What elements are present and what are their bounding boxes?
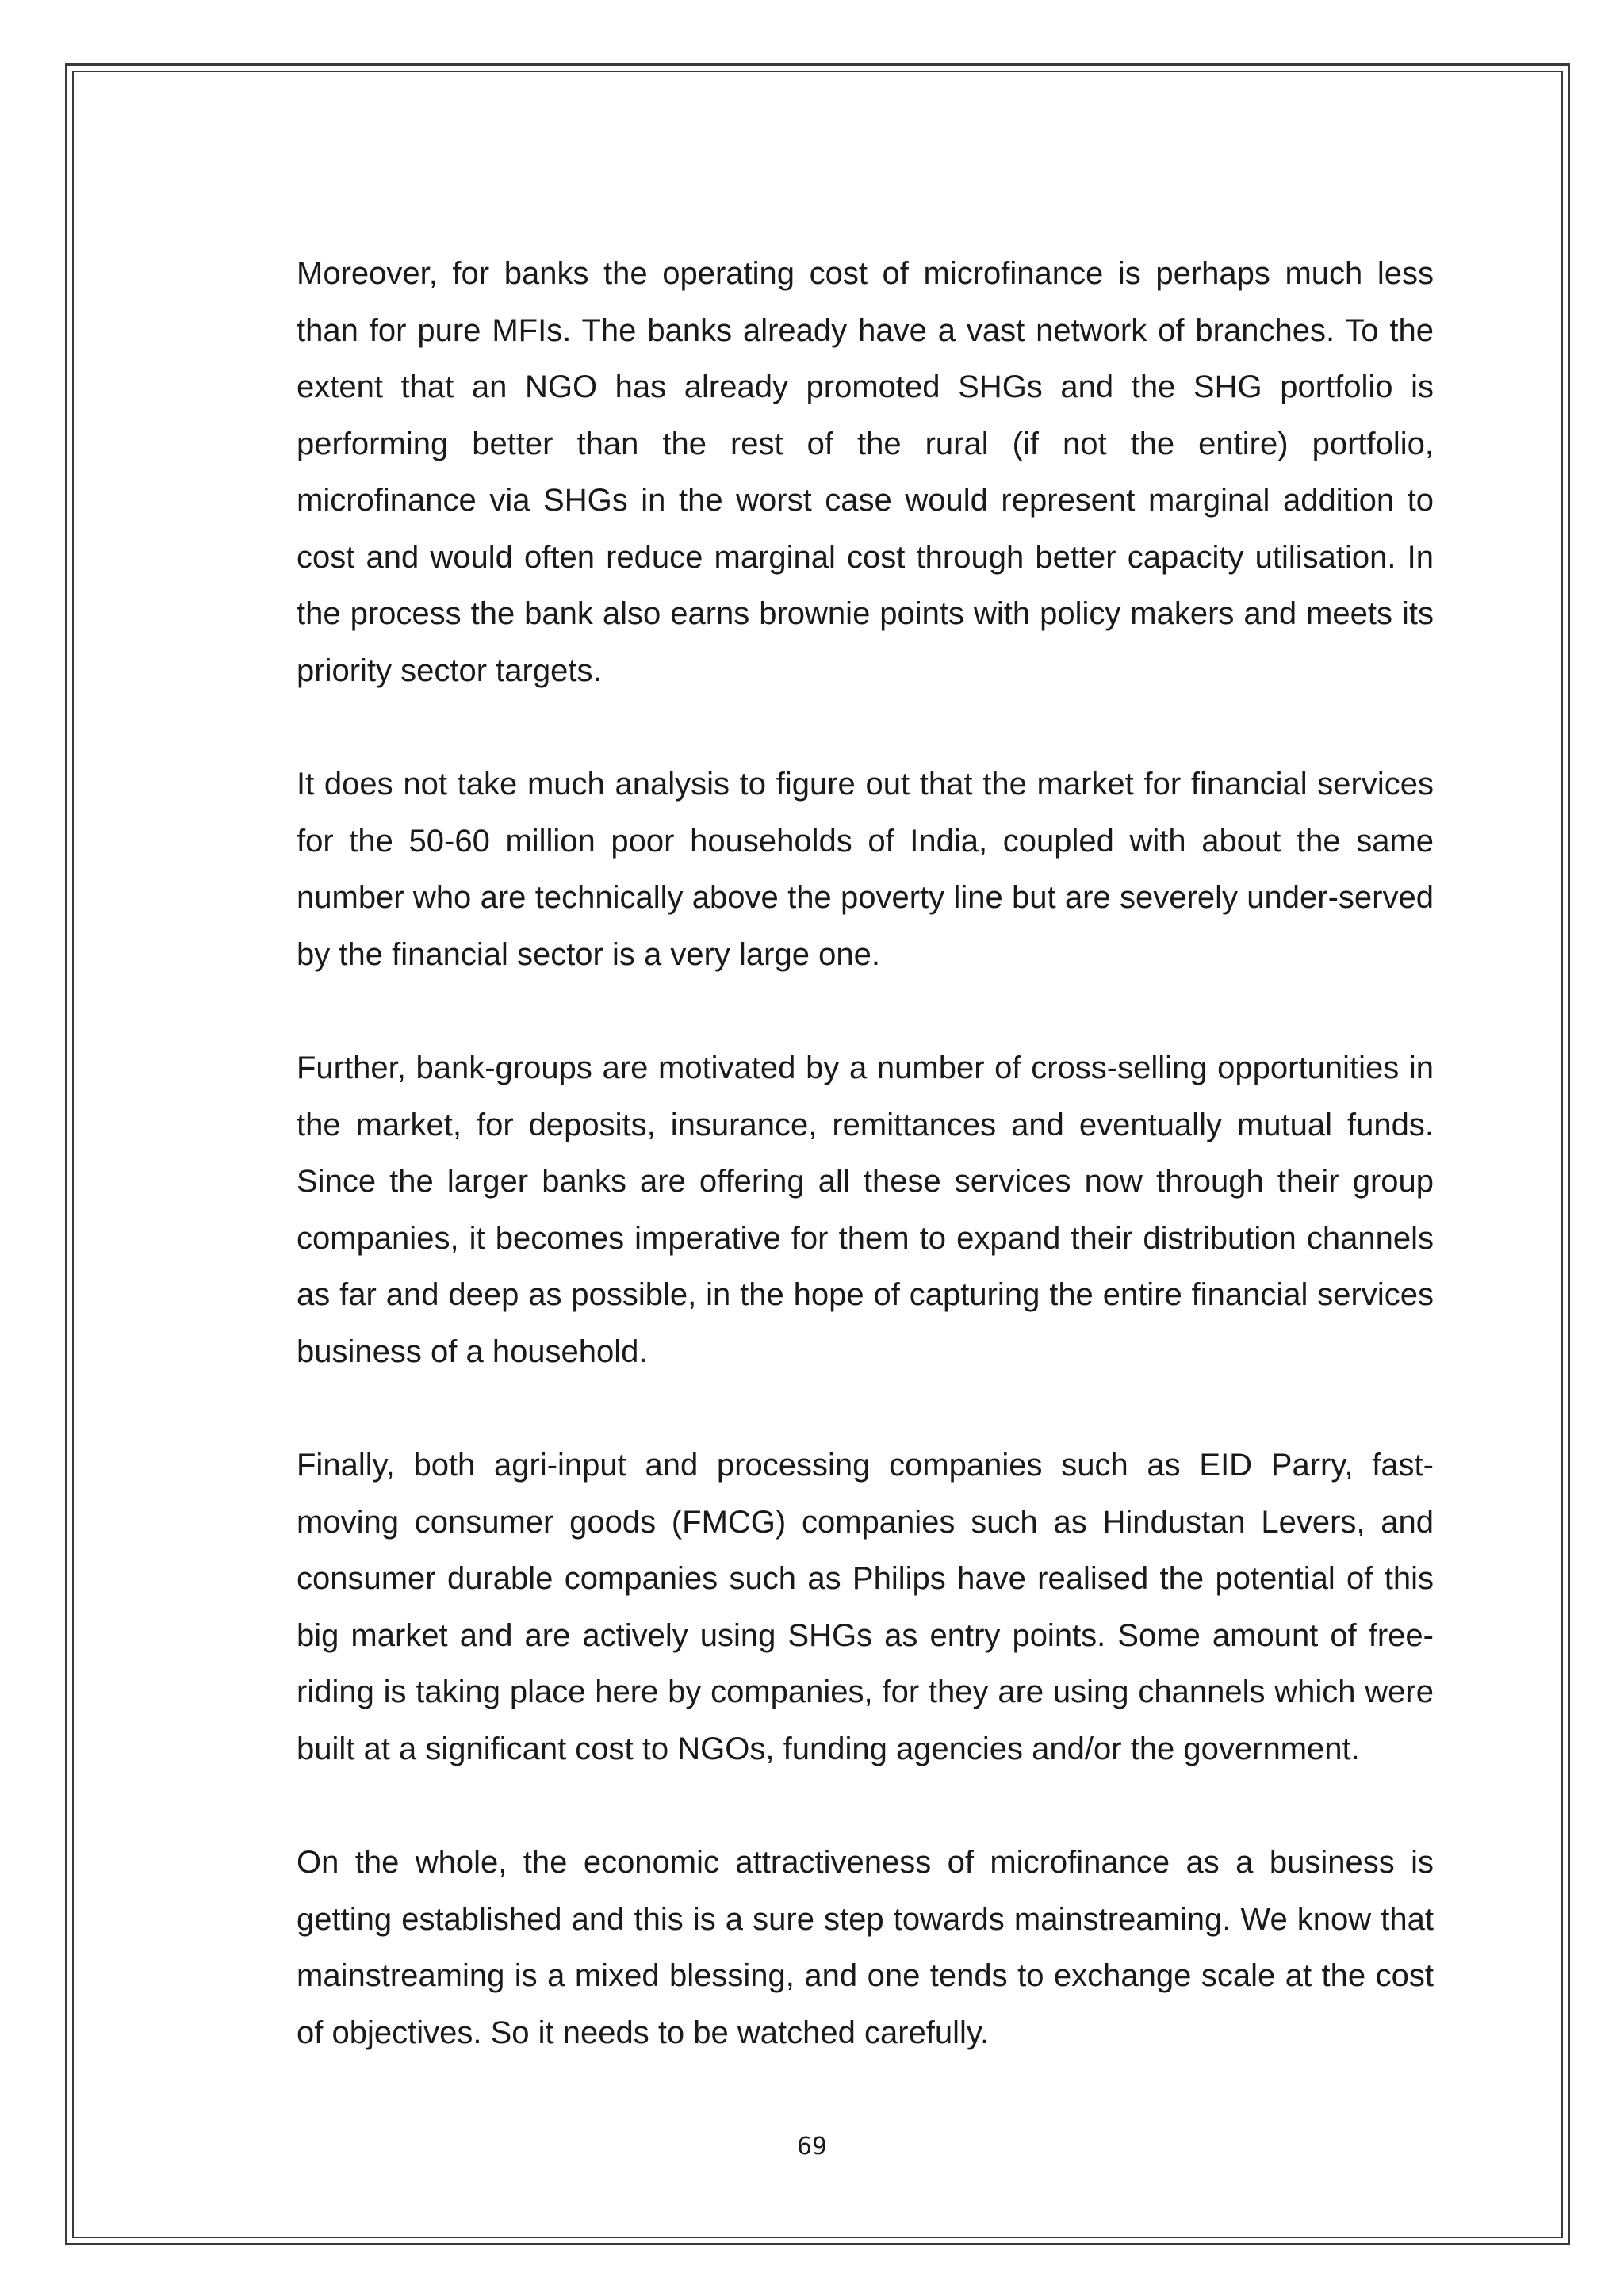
paragraph-companies: Finally, both agri-input and processing companies such as EID Parry, fast-moving consumer goods (FMCG) companies such as Hindustan Levers, and consumer durable companies such as Philips have realised the potential of this big market and are actively using SHGs as entry points. Some amount of free-riding is taking place here by companies, for they are using channels which were built at a significant cost to NGOs, funding agencies and/or the government.: [297, 1448, 1434, 1766]
page-number: 69: [796, 2133, 828, 2160]
paragraph-market-size: It does not take much analysis to figure out that the market for financial services for the 50-60 million poor households of India, coupled with about the same number who are technically above the poverty line but are severely under-served by the financial sector is a very large one.: [297, 767, 1434, 972]
paragraph-operating-cost: Moreover, for banks the operating cost of microfinance is perhaps much less than for pure MFIs. The banks already have a vast network of branches. To the extent that an NGO has already promoted SHGs and the SHG portfolio is performing better than the rest of the rural (if not the entire) portfolio, microfinance via SHGs in the worst case would represent marginal addition to cost and would often reduce marginal cost through better capacity utilisation. In the process the bank also earns brownie points with policy makers and meets its priority sector targets.: [297, 256, 1434, 688]
paragraph-cross-selling: Further, bank-groups are motivated by a number of cross-selling opportunities in the market, for deposits, insurance, remittances and eventually mutual funds. Since the larger banks are offering all these services now through their group companies, it becomes imperative for them to expand their distribution channels as far and deep as possible, in the hope of capturing the entire financial services business of a household.: [297, 1050, 1434, 1369]
paragraph-conclusion: On the whole, the economic attractiveness of microfinance as a business is getting established and this is a sure step towards mainstreaming. We know that mainstreaming is a mixed blessing, and one tends to exchange scale at the cost of objectives. So it needs to be watched carefully.: [297, 1845, 1434, 2050]
page-body: [297, 246, 1434, 2118]
